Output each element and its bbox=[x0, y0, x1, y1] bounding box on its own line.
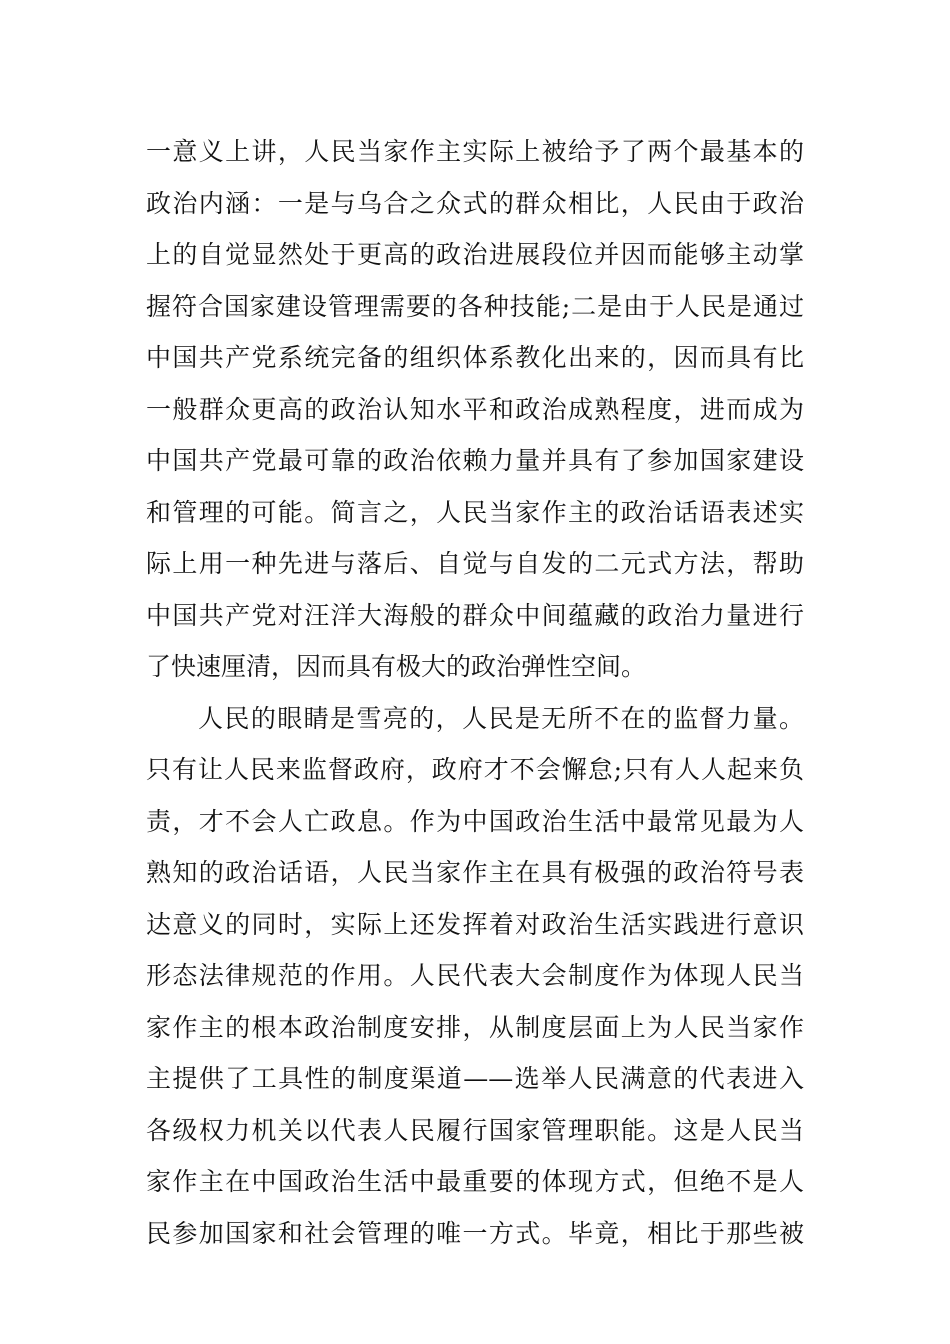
text-line: 和管理的可能。简言之，人民当家作主的政治话语表述实 bbox=[146, 497, 804, 527]
text-line: 家作主在中国政治生活中最重要的体现方式，但绝不是人 bbox=[146, 1167, 804, 1196]
text-line: 主提供了工具性的制度渠道——选举人民满意的代表进入 bbox=[146, 1064, 804, 1093]
text-line: 责，才不会人亡政息。作为中国政治生活中最常见最为人 bbox=[146, 806, 804, 836]
text-line: 家作主的根本政治制度安排，从制度层面上为人民当家作 bbox=[146, 1012, 804, 1042]
text-line: 熟知的政治话语，人民当家作主在具有极强的政治符号表 bbox=[146, 858, 804, 887]
text-line: 一般群众更高的政治认知水平和政治成熟程度，进而成为 bbox=[146, 394, 804, 424]
text-line: 形态法律规范的作用。人民代表大会制度作为体现人民当 bbox=[146, 961, 804, 990]
text-line: 各级权力机关以代表人民履行国家管理职能。这是人民当 bbox=[146, 1115, 804, 1145]
text-line: 握符合国家建设管理需要的各种技能;二是由于人民是通过 bbox=[146, 291, 804, 321]
paragraph-start-line: 人民的眼睛是雪亮的，人民是无所不在的监督力量。 bbox=[198, 703, 804, 733]
paragraph-end-line: 了快速厘清，因而具有极大的政治弹性空间。 bbox=[146, 652, 647, 681]
text-line: 一意义上讲，人民当家作主实际上被给予了两个最基本的 bbox=[146, 137, 804, 166]
text-line: 中国共产党系统完备的组织体系教化出来的，因而具有比 bbox=[146, 343, 804, 372]
text-line: 民参加国家和社会管理的唯一方式。毕竟，相比于那些被 bbox=[146, 1218, 804, 1248]
text-line: 中国共产党最可靠的政治依赖力量并具有了参加国家建设 bbox=[146, 446, 804, 475]
text-line: 际上用一种先进与落后、自觉与自发的二元式方法，帮助 bbox=[146, 549, 804, 578]
text-line: 只有让人民来监督政府，政府才不会懈怠;只有人人起来负 bbox=[146, 755, 804, 784]
text-line: 政治内涵：一是与乌合之众式的群众相比，人民由于政治 bbox=[146, 188, 804, 218]
body-text bbox=[146, 126, 816, 1259]
text-line: 达意义的同时，实际上还发挥着对政治生活实践进行意识 bbox=[146, 909, 804, 939]
text-line: 上的自觉显然处于更高的政治进展段位并因而能够主动掌 bbox=[146, 240, 804, 269]
text-line: 中国共产党对汪洋大海般的群众中间蕴藏的政治力量进行 bbox=[146, 600, 804, 630]
